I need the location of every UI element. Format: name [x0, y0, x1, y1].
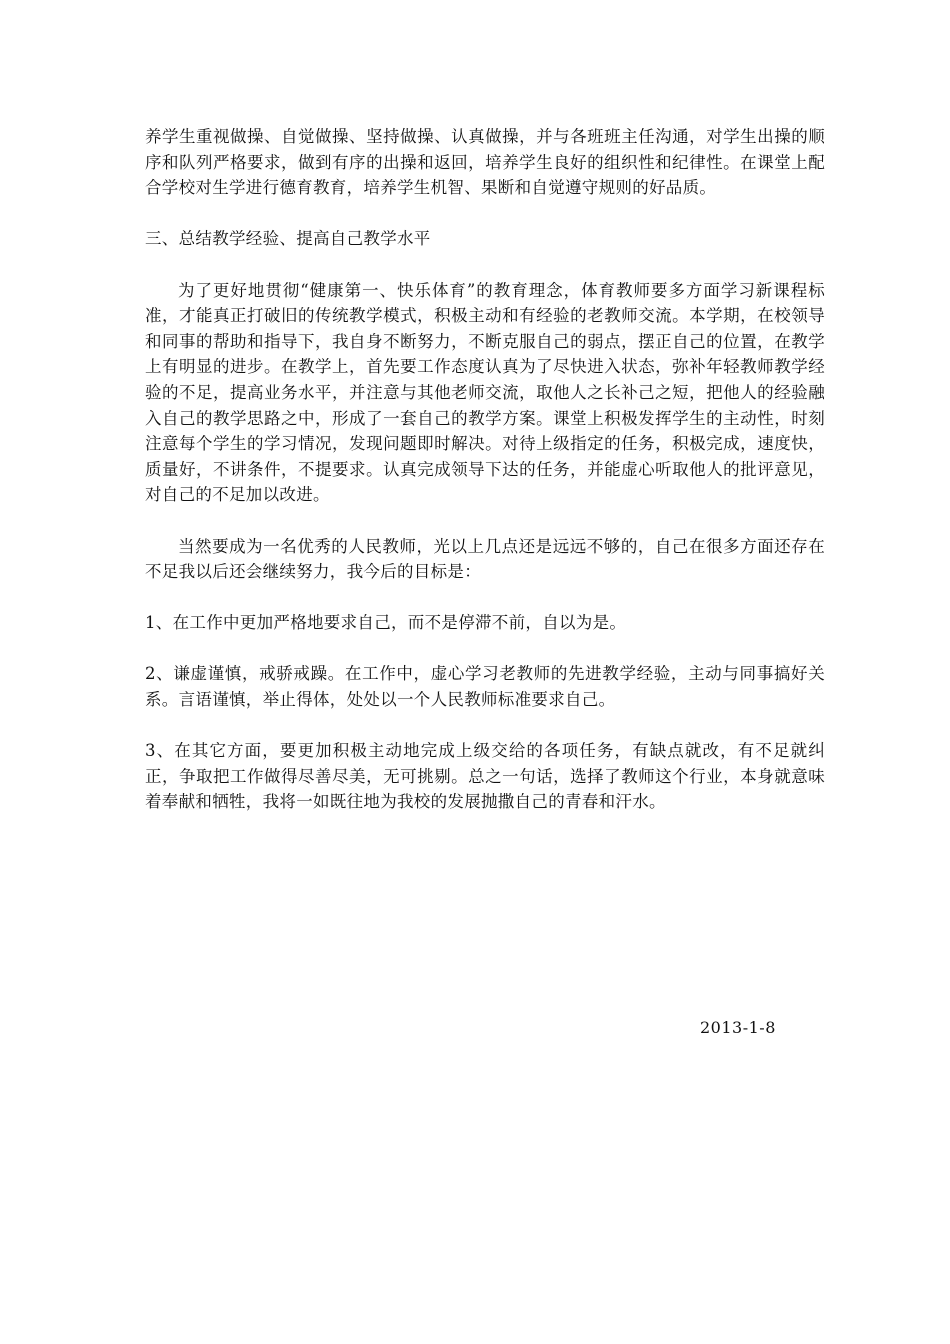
goal-item-1: 1、在工作中更加严格地要求自己，而不是停滞不前，自以为是。 [145, 613, 627, 633]
paragraph-teaching-experience: 为了更好地贯彻“健康第一、快乐体育”的教育理念，体育教师要多方面学习新课程标准，才能真正打破旧的传统教学模式，积极主动和有经验的老教师交流。本学期，在校领导和同事的帮助和指导下，我自身不断努力，不断克服自己的弱点，摆正自己的位置，在教学上有明显的进步。在教学上，首先要工作态度认真为了尽快进入状态，弥补年轻教师教学经验的不足，提高业务水平，并注意与其他老师交流，取他人之长补己之短，把他人的经验融入自己的教学思路之中，形成了一套自己的教学方案。课堂上积极发挥学生的主动性，时刻注意每个学生的学习情况，发现问题即时解决。对待上级指定的任务，积极完成，速度快，质量好，不讲条件，不提要求。认真完成领导下达的任务，并能虚心听取他人的批评意见，对自己的不足加以改进。 [145, 280, 825, 505]
section-heading-3: 三、总结教学经验、提高自己教学水平 [145, 229, 431, 249]
document-body [145, 124, 825, 841]
paragraph-future-goals-intro: 当然要成为一名优秀的人民教师，光以上几点还是远远不够的，自己在很多方面还存在不足我以后还会继续努力，我今后的目标是： [145, 536, 825, 582]
paragraph-exercise-discipline: 养学生重视做操、自觉做操、坚持做操、认真做操，并与各班班主任沟通，对学生出操的顺序和队列严格要求，做到有序的出操和返回，培养学生良好的组织性和纪律性。在课堂上配合学校对生学进行德育教育，培养学生机智、果断和自觉遵守规则的好品质。 [145, 127, 825, 198]
goal-item-2: 2、谦虚谨慎，戒骄戒躁。在工作中，虚心学习老教师的先进教学经验，主动与同事搞好关系。言语谨慎，举止得体，处处以一个人民教师标准要求自己。 [145, 664, 825, 710]
document-date: 2013-1-8 [700, 1018, 776, 1037]
goal-item-3: 3、在其它方面，要更加积极主动地完成上级交给的各项任务，有缺点就改，有不足就纠正，争取把工作做得尽善尽美，无可挑剔。总之一句话，选择了教师这个行业，本身就意味着奉献和牺牲，我将一如既往地为我校的发展抛撒自己的青春和汗水。 [145, 741, 825, 812]
